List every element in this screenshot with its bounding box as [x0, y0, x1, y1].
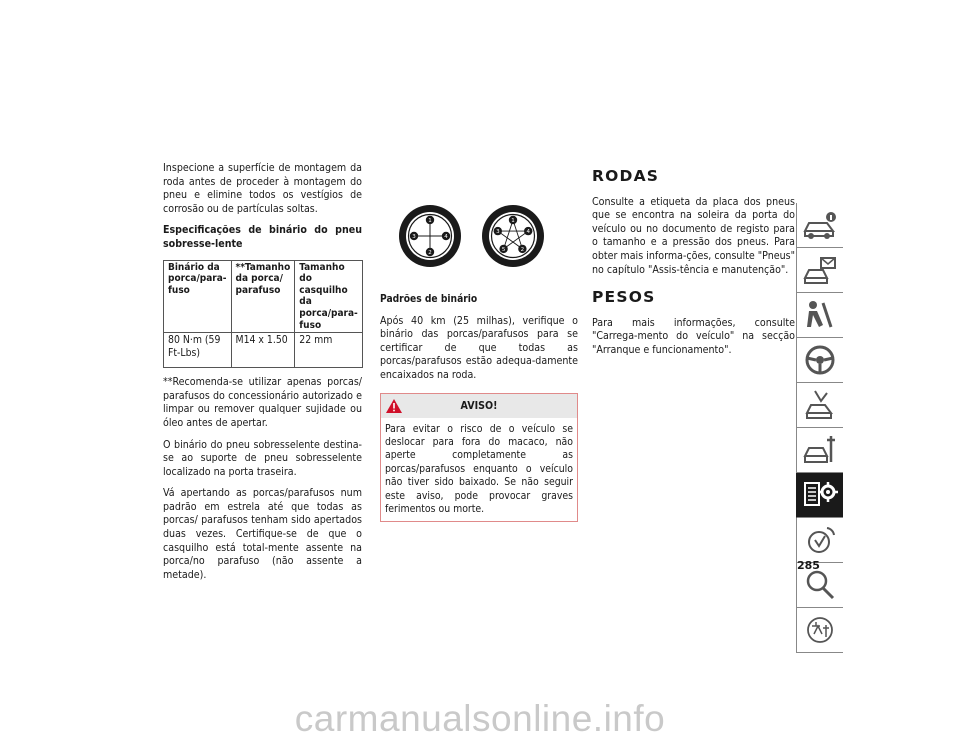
- table-cell: M14 x 1.50: [231, 333, 295, 368]
- svg-text:3: 3: [412, 234, 416, 240]
- paragraph-recheck: Após 40 km (25 milhas), verifique o binário das porcas/parafusos para se certificar de que todas as porcas/parafusos estão adequa-damente encaixados na roda.: [380, 314, 578, 381]
- car-crash-icon: [801, 387, 839, 423]
- svg-text:2: 2: [428, 250, 432, 256]
- tab-languages[interactable]: [796, 608, 843, 653]
- section-heading-weights: PESOS: [592, 288, 656, 307]
- warning-box: [380, 393, 578, 523]
- paragraph-inspect: Inspecione a superfície de montagem da roda antes de proceder à montagem do pneu e elimine todos os vestígios de corrosão ou de partículas soltas.: [163, 162, 362, 215]
- paragraph-wheels: Consulte a etiqueta da placa dos pneus que se encontra na soleira da porta do veículo ou no documento de registo para o tamanho e a pressão dos pneus. Para obter mais informa-ções, consulte "Pneus" no capítulo "Assis-tência e manutenção".: [592, 195, 795, 276]
- warning-triangle-icon: [385, 398, 403, 414]
- svg-text:1: 1: [511, 218, 515, 224]
- search-icon: [801, 567, 839, 603]
- right-column: [592, 167, 795, 372]
- multimedia-icon: [801, 522, 839, 558]
- car-tools-icon: [801, 432, 839, 468]
- table-header: **Tamanho da porca/ parafuso: [231, 260, 295, 333]
- table-row: [164, 333, 363, 368]
- table-header: Binário da porca/para-fuso: [164, 260, 232, 333]
- svg-text:1: 1: [428, 218, 432, 224]
- tab-multimedia[interactable]: [796, 518, 843, 563]
- tab-instrument-panel[interactable]: [796, 248, 843, 293]
- svg-text:4: 4: [444, 234, 448, 240]
- car-mail-icon: [801, 252, 839, 288]
- torque-pattern-illustration: [380, 178, 578, 293]
- figure-caption: Padrões de binário: [380, 294, 478, 305]
- tab-technical-specifications[interactable]: [796, 473, 843, 518]
- paragraph-weights: Para mais informações, consulte "Carrega-mento do veículo" na secção "Arranque e funcionamento".: [592, 316, 795, 356]
- warning-header: [381, 394, 577, 418]
- steering-wheel-icon: [801, 342, 839, 378]
- safety-icon: [801, 297, 839, 333]
- tab-starting-operating[interactable]: [796, 338, 843, 383]
- paragraph-spare-torque: O binário do pneu sobresselente destina-se ao suporte de pneu sobresselente localizado na porta traseira.: [163, 438, 362, 478]
- wheel-five-lug: [482, 205, 544, 267]
- torque-pattern-figure: [380, 178, 578, 293]
- warning-title: AVISO!: [460, 399, 498, 412]
- svg-text:5: 5: [501, 247, 506, 253]
- svg-text:4: 4: [526, 229, 530, 236]
- middle-column: [380, 178, 578, 522]
- table-header: Tamanho do casquilho da porca/para-fuso: [295, 260, 363, 333]
- watermark: carmanualsonline.info: [294, 698, 666, 739]
- car-info-icon: [801, 207, 839, 243]
- svg-text:2: 2: [520, 247, 525, 253]
- tab-safety[interactable]: [796, 293, 843, 338]
- language-icon: [801, 612, 839, 648]
- specs-gear-icon: [801, 477, 839, 513]
- paragraph-recommendation: **Recomenda-se utilizar apenas porcas/ parafusos do concessionário autorizado e limpar ou remover qualquer sujidade ou óleo antes de apertar.: [163, 376, 362, 429]
- wheel-four-lug: [399, 205, 461, 267]
- svg-text:3: 3: [496, 229, 500, 236]
- tab-getting-to-know-vehicle[interactable]: [796, 203, 843, 248]
- tab-emergency[interactable]: [796, 383, 843, 428]
- torque-table-title: Especificações de binário do pneu sobresse-lente: [163, 224, 362, 250]
- chapter-tabs: [796, 203, 842, 653]
- table-cell: 80 N·m (59 Ft-Lbs): [164, 333, 232, 368]
- warning-text: Para evitar o risco de o veículo se deslocar para fora do macaco, não aperte completamente as porcas/parafusos enquanto o veículo não tiver sido baixado. Se não seguir este aviso, pode provocar graves ferimentos ou morte.: [385, 422, 573, 515]
- torque-spec-table: [163, 260, 363, 369]
- left-column: [163, 162, 362, 590]
- tab-servicing[interactable]: [796, 428, 843, 473]
- table-cell: 22 mm: [295, 333, 363, 368]
- section-heading-wheels: RODAS: [592, 167, 660, 185]
- page-number: 285: [797, 559, 820, 572]
- paragraph-star-pattern: Vá apertando as porcas/parafusos num padrão em estrela até que todas as porcas/ parafusos tenham sido apertados duas vezes. Certifique-se de que o casquilho está total-mente assente na porca/no parafuso (não assente a metade).: [163, 487, 362, 581]
